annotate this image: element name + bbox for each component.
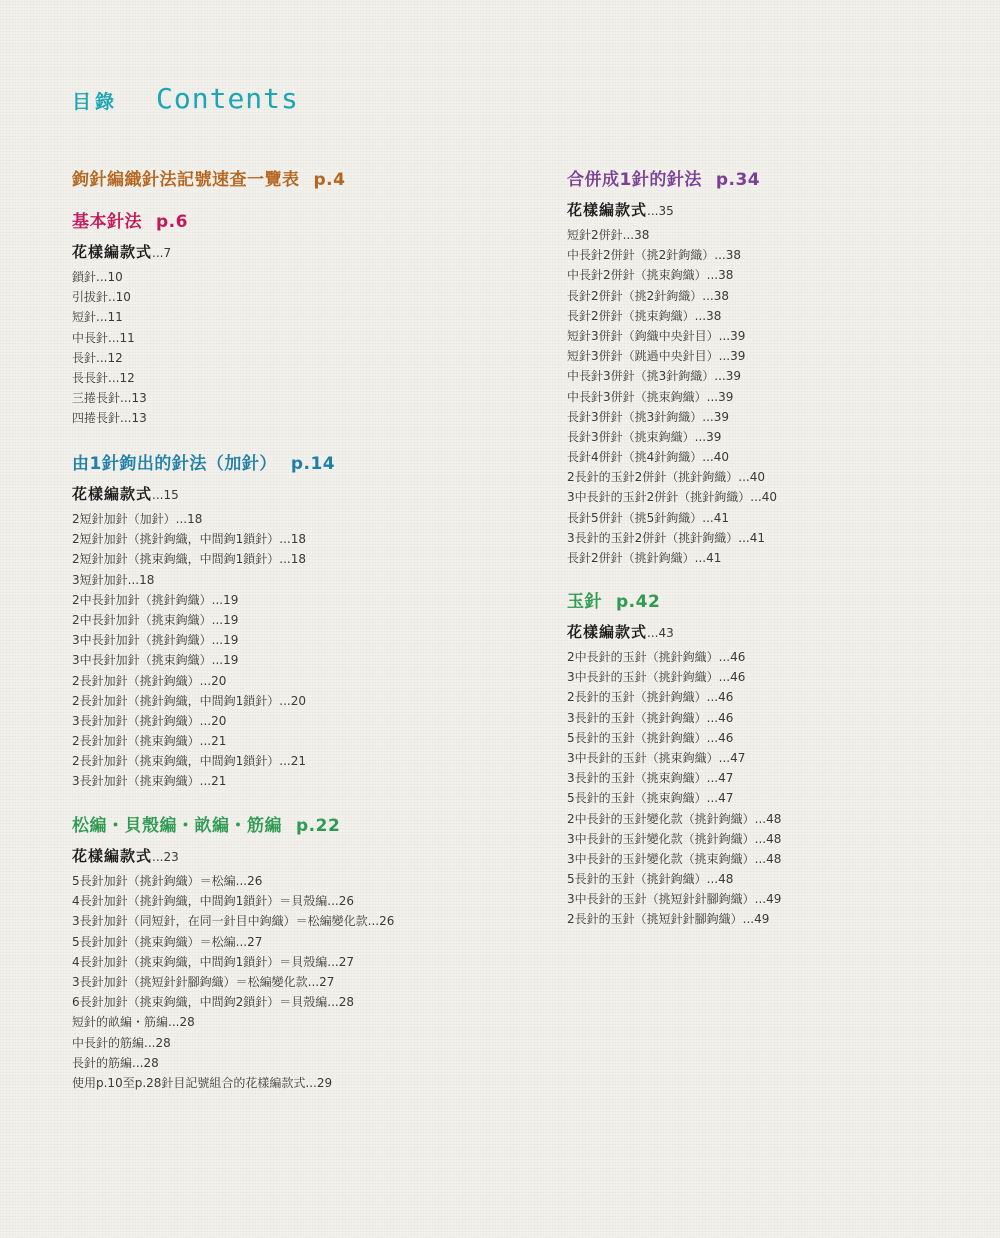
sub-page: ...7 <box>152 246 172 260</box>
toc-item[interactable]: 6長針加針（挑束鉤織，中間鉤2鎖針）＝貝殼編...28 <box>72 995 354 1010</box>
section-decrease <box>567 168 987 590</box>
toc-item[interactable]: 3長針的玉針（挑針鉤織）...46 <box>567 710 734 725</box>
section-page: p.42 <box>616 592 661 612</box>
toc-item[interactable]: 2長針的玉針2併針（挑針鉤織）...40 <box>567 470 765 485</box>
toc-item[interactable]: 3中長針的玉針變化款（挑針鉤織）...48 <box>567 831 782 846</box>
toc-item[interactable]: 2長針加針（挑束鉤織，中間鉤1鎖針）...21 <box>72 754 306 769</box>
toc-item[interactable]: 2中長針的玉針（挑針鉤織）...46 <box>567 650 746 664</box>
toc-item[interactable]: 3長針加針（挑針鉤織）...20 <box>72 713 227 728</box>
pattern-sample-entry[interactable] <box>72 484 502 505</box>
item-list <box>72 509 502 792</box>
sub-page: ...15 <box>152 488 179 502</box>
page-title <box>72 82 299 118</box>
toc-item[interactable]: 2短針加針（加針）...18 <box>72 512 203 526</box>
toc-item[interactable]: 長針5併針（挑5針鉤織）...41 <box>567 510 729 525</box>
pattern-sample-entry[interactable] <box>567 622 987 643</box>
section-page: p.6 <box>156 212 188 232</box>
toc-item[interactable]: 3長針加針（挑束鉤織）...21 <box>72 774 227 789</box>
toc-entry-lookup-table[interactable] <box>72 168 502 192</box>
toc-item[interactable]: 短針2併針...38 <box>567 228 650 242</box>
toc-item[interactable]: 3長針加針（挑短針針腳鉤織）＝松編變化款...27 <box>72 974 335 989</box>
toc-item[interactable]: 3中長針的玉針2併針（挑針鉤織）...40 <box>567 490 777 505</box>
toc-item[interactable]: 中長針3併針（挑3針鉤織）...39 <box>567 369 741 384</box>
toc-item[interactable]: 短針3併針（跳過中央針目）...39 <box>567 349 746 364</box>
sub-label: 花樣編款式 <box>567 623 648 641</box>
toc-item[interactable]: 四捲長針...13 <box>72 411 147 426</box>
section-label: 玉針 <box>567 592 602 612</box>
toc-item[interactable]: 2中長針加針（挑束鉤織）...19 <box>72 612 239 627</box>
toc-item[interactable]: 長針2併針（挑束鉤織）...38 <box>567 308 722 323</box>
sub-label: 花樣編款式 <box>72 243 153 261</box>
toc-item[interactable]: 3長針的玉針2併針（挑針鉤織）...41 <box>567 530 765 545</box>
item-list <box>72 267 502 429</box>
section-heading-bobble[interactable] <box>567 590 987 614</box>
toc-item[interactable]: 3短針加針...18 <box>72 572 155 587</box>
toc-item[interactable]: 中長針2併針（挑2針鉤織）...38 <box>567 248 741 263</box>
toc-item[interactable]: 2短針加針（挑針鉤織，中間鉤1鎖針）...18 <box>72 532 306 547</box>
sub-page: ...23 <box>152 850 179 864</box>
pattern-sample-entry[interactable] <box>72 242 502 263</box>
toc-item[interactable]: 5長針加針（挑束鉤織）＝松編...27 <box>72 934 263 949</box>
toc-item[interactable]: 短針的畝編・筋編...28 <box>72 1015 195 1030</box>
toc-item[interactable]: 長針3併針（挑3針鉤織）...39 <box>567 409 729 424</box>
toc-item[interactable]: 長針2併針（挑針鉤織）...41 <box>567 551 722 565</box>
toc-item[interactable]: 中長針3併針（挑束鉤織）...39 <box>567 389 734 404</box>
toc-item[interactable]: 長針4併針（挑4針鉤織）...40 <box>567 450 729 465</box>
sub-label: 花樣編款式 <box>72 485 153 503</box>
pattern-sample-entry[interactable] <box>72 846 502 867</box>
toc-item[interactable]: 短針...11 <box>72 310 123 325</box>
section-page: p.22 <box>296 816 341 836</box>
toc-item[interactable]: 3長針的玉針（挑束鉤織）...47 <box>567 771 734 786</box>
toc-item[interactable]: 使用p.10至p.28針目記號組合的花樣編款式...29 <box>72 1075 333 1090</box>
toc-item[interactable]: 中長針的筋編...28 <box>72 1035 171 1050</box>
toc-item[interactable]: 2長針加針（挑針鉤織）...20 <box>72 673 227 688</box>
sub-label: 花樣編款式 <box>567 201 648 219</box>
lookup-label: 鉤針編織針法記號速查一覽表 <box>72 170 300 190</box>
toc-item[interactable]: 5長針的玉針（挑針鉤織）...46 <box>567 730 734 745</box>
section-label: 由1針鉤出的針法（加針） <box>72 454 277 474</box>
section-increase <box>72 452 502 814</box>
toc-item[interactable]: 2短針加針（挑束鉤織，中間鉤1鎖針）...18 <box>72 552 306 567</box>
toc-item[interactable]: 三捲長針...13 <box>72 391 147 406</box>
item-list <box>72 871 502 1093</box>
toc-item[interactable]: 短針3併針（鉤織中央針目）...39 <box>567 328 746 343</box>
toc-item[interactable]: 長針3併針（挑束鉤織）...39 <box>567 429 722 444</box>
toc-right-column <box>567 168 987 930</box>
section-heading-patterns[interactable] <box>72 814 502 838</box>
toc-item[interactable]: 2長針的玉針（挑短針針腳鉤織）...49 <box>567 912 770 927</box>
toc-left-column <box>72 168 502 1093</box>
toc-item[interactable]: 2長針加針（挑束鉤織）...21 <box>72 734 227 749</box>
toc-item[interactable]: 3中長針加針（挑束鉤織）...19 <box>72 653 239 668</box>
toc-item[interactable]: 3中長針的玉針（挑短針針腳鉤織）...49 <box>567 892 782 907</box>
section-label: 合併成1針的針法 <box>567 170 702 190</box>
toc-item[interactable]: 長針2併針（挑2針鉤織）...38 <box>567 288 729 303</box>
toc-item[interactable]: 中長針...11 <box>72 330 135 345</box>
sub-page: ...43 <box>647 626 674 640</box>
title-chinese: 目錄 <box>72 91 119 113</box>
section-basic <box>72 210 502 452</box>
section-label: 松編・貝殼編・畝編・筋編 <box>72 816 282 836</box>
toc-item[interactable]: 2中長針加針（挑針鉤織）...19 <box>72 592 239 607</box>
section-heading-basic[interactable] <box>72 210 502 234</box>
section-page: p.14 <box>290 454 336 474</box>
toc-item[interactable]: 5長針加針（挑針鉤織）＝松編...26 <box>72 874 263 888</box>
toc-item[interactable]: 4長針加針（挑針鉤織，中間鉤1鎖針）＝貝殼編...26 <box>72 894 354 909</box>
section-bobble <box>567 590 987 930</box>
toc-item[interactable]: 5長針的玉針（挑針鉤織）...48 <box>567 872 734 887</box>
title-english: Contents <box>156 82 299 115</box>
section-heading-increase[interactable] <box>72 452 502 476</box>
section-heading-decrease[interactable] <box>567 168 987 192</box>
toc-item[interactable]: 2長針加針（挑針鉤織，中間鉤1鎖針）...20 <box>72 693 306 708</box>
toc-item[interactable]: 長針的筋編...28 <box>72 1055 159 1070</box>
sub-page: ...35 <box>647 204 674 218</box>
lookup-page: p.4 <box>313 170 346 190</box>
toc-item[interactable]: 5長針的玉針（挑束鉤織）...47 <box>567 791 734 806</box>
item-list <box>567 225 987 568</box>
toc-item[interactable]: 3中長針的玉針（挑針鉤織）...46 <box>567 670 746 685</box>
toc-item[interactable]: 3中長針的玉針變化款（挑束鉤織）...48 <box>567 851 782 866</box>
pattern-sample-entry[interactable] <box>567 200 987 221</box>
toc-item[interactable]: 長長針...12 <box>72 370 135 385</box>
toc-item[interactable]: 3中長針加針（挑針鉤織）...19 <box>72 633 239 648</box>
toc-item[interactable]: 引拔針..10 <box>72 290 131 305</box>
item-list <box>567 647 987 930</box>
toc-item[interactable]: 4長針加針（挑束鉤織，中間鉤1鎖針）＝貝殼編...27 <box>72 954 354 969</box>
section-patterns <box>72 814 502 1093</box>
section-label: 基本針法 <box>72 212 142 232</box>
toc-item[interactable]: 3中長針的玉針（挑束鉤織）...47 <box>567 750 746 765</box>
toc-item[interactable]: 3長針加針（同短針，在同一針目中鉤織）＝松編變化款...26 <box>72 914 395 929</box>
toc-item[interactable]: 長針...12 <box>72 350 123 365</box>
toc-item[interactable]: 鎖針...10 <box>72 270 123 284</box>
section-page: p.34 <box>715 170 761 190</box>
toc-item[interactable]: 2長針的玉針（挑針鉤織）...46 <box>567 690 734 705</box>
sub-label: 花樣編款式 <box>72 847 153 865</box>
toc-item[interactable]: 2中長針的玉針變化款（挑針鉤織）...48 <box>567 811 782 826</box>
toc-item[interactable]: 中長針2併針（挑束鉤織）...38 <box>567 268 734 283</box>
